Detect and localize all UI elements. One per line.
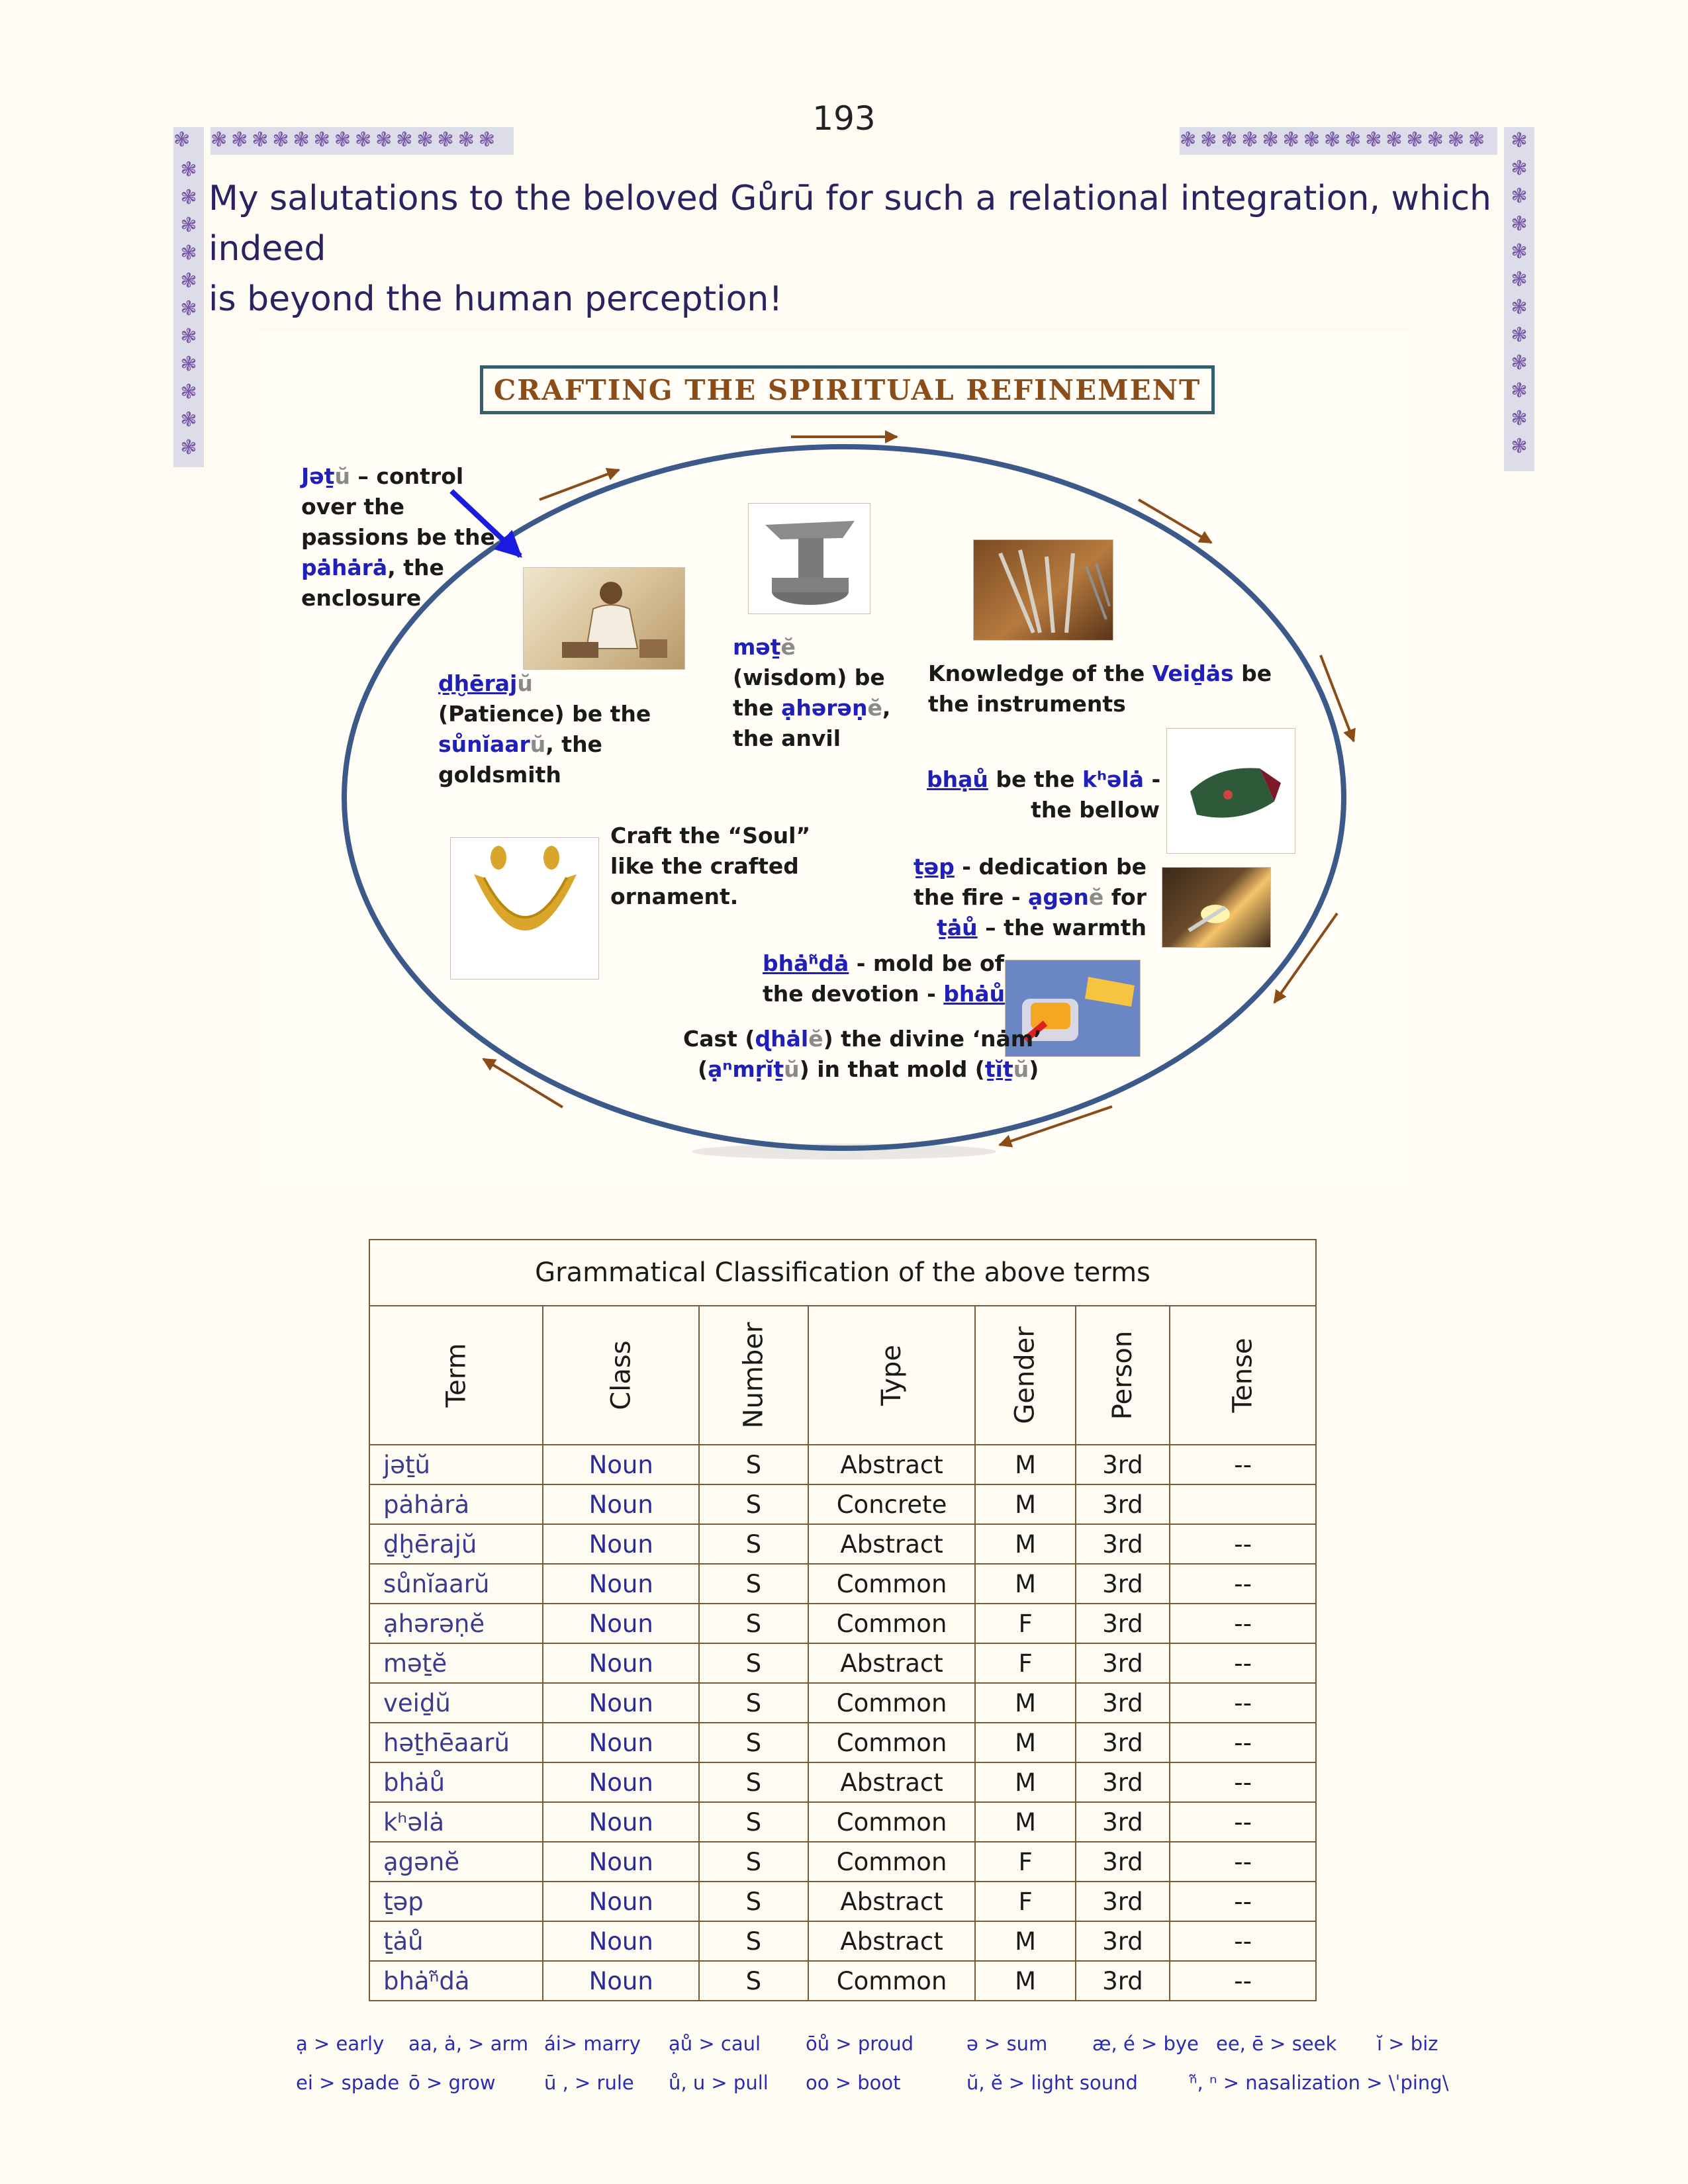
label-cast-line2-mid: ) in that mold (: [799, 1056, 985, 1082]
label-dheraju-line2: (Patience) be the: [438, 701, 651, 727]
term-jatu-suffix: ŭ: [334, 463, 350, 489]
tools-icon: [974, 540, 1114, 641]
cell-gender: M: [975, 1445, 1075, 1484]
label-cast-line1-pre: Cast (: [683, 1026, 755, 1052]
term-suniaar: sůnĭaar: [438, 731, 530, 757]
key-item: aa, ȧ, > arm: [408, 2032, 529, 2055]
table-row: [369, 1484, 1316, 1524]
cell-term: ḏḫērajŭ: [369, 1524, 543, 1564]
table-row: [369, 1882, 1316, 1921]
label-jatu: [301, 461, 495, 614]
label-dheraju: [438, 668, 651, 790]
cell-type: Abstract: [808, 1524, 976, 1564]
cell-class: Noun: [543, 1802, 699, 1842]
term-dhale-suffix: ĕ: [808, 1026, 823, 1052]
cell-person: 3rd: [1076, 1524, 1170, 1564]
fire-photo: [1162, 867, 1271, 948]
term-agane-suffix: ĕ: [1088, 884, 1104, 910]
label-cast-line1-post: ) the divine ‘nȧm’: [823, 1026, 1042, 1052]
table-row: [369, 1524, 1316, 1564]
cell-gender: M: [975, 1961, 1075, 2001]
cell-number: S: [699, 1723, 808, 1762]
grammar-table: [369, 1239, 1317, 2001]
table-row: [369, 1683, 1316, 1723]
cell-tense: --: [1170, 1524, 1316, 1564]
cell-term: veiḏŭ: [369, 1683, 543, 1723]
label-cast-line2-pre: (: [698, 1056, 708, 1082]
header-person: [1076, 1306, 1170, 1445]
cell-person: 3rd: [1076, 1842, 1170, 1882]
cell-person: 3rd: [1076, 1882, 1170, 1921]
cell-tense: --: [1170, 1921, 1316, 1961]
label-tap-line2-pre: the fire -: [914, 884, 1029, 910]
cell-tense: [1170, 1484, 1316, 1524]
cell-type: Common: [808, 1842, 976, 1882]
label-bhanda: [763, 948, 1005, 1009]
header-tense-label: Tense: [1227, 1338, 1258, 1413]
key-item: ạů > caul: [669, 2032, 761, 2055]
term-dheraju: ḏḫēraj: [438, 670, 518, 696]
label-soul: [610, 821, 810, 912]
label-knowledge-post: be: [1233, 660, 1272, 686]
cell-tense: --: [1170, 1802, 1316, 1842]
label-soul-line1: Craft the “Soul”: [610, 823, 811, 848]
cell-class: Noun: [543, 1643, 699, 1683]
border-top-left: ❃❃❃❃❃❃❃❃❃❃❃❃❃❃: [211, 127, 514, 155]
label-pahara-suffix: , the: [387, 555, 444, 580]
cell-gender: F: [975, 1842, 1075, 1882]
term-agane: ạgən: [1028, 884, 1089, 910]
header-person-label: Person: [1107, 1330, 1138, 1420]
cell-type: Abstract: [808, 1445, 976, 1484]
tools-photo: [973, 539, 1113, 641]
anvil-photo: [748, 503, 870, 614]
cell-type: Common: [808, 1564, 976, 1604]
cell-class: Noun: [543, 1762, 699, 1802]
term-veidas: Veiḏȧs: [1152, 660, 1234, 686]
cell-gender: M: [975, 1762, 1075, 1802]
table-row: [369, 1842, 1316, 1882]
term-dheraju-suffix: ŭ: [517, 670, 533, 696]
table-row: [369, 1643, 1316, 1683]
term-tap: ṯəp: [914, 854, 955, 880]
label-cast: [683, 1024, 1042, 1085]
key-item: ee, ē > seek: [1216, 2032, 1337, 2055]
cell-tense: --: [1170, 1604, 1316, 1643]
table-caption: Grammatical Classification of the above terms: [369, 1240, 1316, 1306]
cell-person: 3rd: [1076, 1604, 1170, 1643]
key-item: ei > spade: [296, 2071, 400, 2094]
cell-term: ạgənĕ: [369, 1842, 543, 1882]
label-tap: [914, 852, 1147, 943]
term-bhau-devotion: bhȧů: [943, 981, 1006, 1007]
header-class: [543, 1306, 699, 1445]
cell-person: 3rd: [1076, 1802, 1170, 1842]
header-term: [369, 1306, 543, 1445]
cell-type: Concrete: [808, 1484, 976, 1524]
jewellery-photo: [450, 837, 599, 979]
key-item: ə > sum: [966, 2032, 1048, 2055]
cell-number: S: [699, 1524, 808, 1564]
label-bhau-tail: -: [1143, 766, 1161, 792]
cell-term: pȧhȧrȧ: [369, 1484, 543, 1524]
label-soul-line2: like the crafted: [610, 853, 799, 879]
cell-tense: --: [1170, 1564, 1316, 1604]
goldsmith-illustration: [523, 567, 685, 670]
cell-person: 3rd: [1076, 1683, 1170, 1723]
label-jatu-line5: enclosure: [301, 585, 422, 611]
cell-gender: F: [975, 1604, 1075, 1643]
cell-term: ṯȧů: [369, 1921, 543, 1961]
cell-term: sůnĭaarŭ: [369, 1564, 543, 1604]
cell-number: S: [699, 1961, 808, 2001]
border-right-column: ❃ ❃ ❃ ❃ ❃ ❃ ❃ ❃ ❃ ❃ ❃ ❃: [1504, 127, 1534, 471]
cell-tense: --: [1170, 1762, 1316, 1802]
header-term-label: Term: [441, 1343, 472, 1408]
cell-type: Abstract: [808, 1643, 976, 1683]
cell-gender: M: [975, 1564, 1075, 1604]
cell-class: Noun: [543, 1882, 699, 1921]
label-mate-line3-post: ,: [882, 695, 891, 721]
table-row: [369, 1445, 1316, 1484]
term-amritu-suffix: ŭ: [784, 1056, 800, 1082]
term-dhale: ɖhȧl: [755, 1026, 809, 1052]
flame-icon: [1162, 868, 1272, 948]
bellow-icon: [1167, 729, 1296, 854]
cell-number: S: [699, 1882, 808, 1921]
cell-number: S: [699, 1445, 808, 1484]
cell-class: Noun: [543, 1921, 699, 1961]
cell-type: Common: [808, 1723, 976, 1762]
cell-class: Noun: [543, 1524, 699, 1564]
table-row: [369, 1564, 1316, 1604]
cell-person: 3rd: [1076, 1723, 1170, 1762]
header-tense: [1170, 1306, 1316, 1445]
key-item: ū , > rule: [544, 2071, 634, 2094]
cell-class: Noun: [543, 1564, 699, 1604]
cell-tense: --: [1170, 1842, 1316, 1882]
cell-class: Noun: [543, 1842, 699, 1882]
header-class-label: Class: [606, 1340, 637, 1410]
term-pahara: pȧhȧrȧ: [301, 555, 388, 580]
label-mate: [733, 632, 890, 754]
cell-tense: --: [1170, 1723, 1316, 1762]
header-gender: [975, 1306, 1075, 1445]
cell-term: həṯhēaarŭ: [369, 1723, 543, 1762]
key-item: ạ > early: [296, 2032, 385, 2055]
term-aharane-suffix: ĕ: [867, 695, 882, 721]
cell-type: Common: [808, 1604, 976, 1643]
cell-type: Common: [808, 1802, 976, 1842]
cell-term: ạhərəṇĕ: [369, 1604, 543, 1643]
anvil-icon: [749, 504, 871, 615]
label-bhau-line2: the bellow: [1031, 797, 1160, 823]
table-row: [369, 1921, 1316, 1961]
border-left-column: ❃ ❃ ❃ ❃ ❃ ❃ ❃ ❃ ❃ ❃ ❃: [173, 156, 204, 467]
label-tap-line2-post: for: [1103, 884, 1147, 910]
cell-type: Abstract: [808, 1762, 976, 1802]
cell-term: məṯĕ: [369, 1643, 543, 1683]
label-soul-line3: ornament.: [610, 884, 739, 909]
border-corner-left: ❃: [173, 127, 204, 156]
salutation-line-1: My salutations to the beloved Gůrū for such a relational integration, which indeed: [209, 179, 1492, 269]
term-tau: ṯȧů: [937, 915, 978, 940]
header-gender-label: Gender: [1010, 1326, 1041, 1424]
term-khala: kʰəlȧ: [1082, 766, 1144, 792]
cell-tense: --: [1170, 1882, 1316, 1921]
term-amritu: ạⁿmṛĭṯ: [708, 1056, 784, 1082]
term-jatu: Jəṯ: [301, 463, 335, 489]
cell-class: Noun: [543, 1604, 699, 1643]
cell-class: Noun: [543, 1961, 699, 2001]
cell-class: Noun: [543, 1683, 699, 1723]
label-bhanda-line1: - mold be of: [849, 950, 1004, 976]
cell-number: S: [699, 1762, 808, 1802]
cell-term: kʰəlȧ: [369, 1802, 543, 1842]
key-item: oo > boot: [806, 2071, 901, 2094]
cell-gender: M: [975, 1484, 1075, 1524]
label-cast-line2-post: ): [1029, 1056, 1039, 1082]
label-mate-line4: the anvil: [733, 725, 841, 751]
cell-type: Abstract: [808, 1921, 976, 1961]
cell-term: jəṯŭ: [369, 1445, 543, 1484]
cell-class: Noun: [543, 1484, 699, 1524]
term-titu-suffix: ŭ: [1013, 1056, 1029, 1082]
key-item: ōů > proud: [806, 2032, 914, 2055]
header-number-label: Number: [738, 1322, 769, 1429]
label-bhau-mid: be the: [988, 766, 1083, 792]
cell-gender: M: [975, 1802, 1075, 1842]
term-bhau: bhạů: [927, 766, 988, 792]
cell-person: 3rd: [1076, 1643, 1170, 1683]
cell-gender: M: [975, 1921, 1075, 1961]
table-row: [369, 1802, 1316, 1842]
table-row: [369, 1723, 1316, 1762]
label-jatu-line3: passions be the: [301, 524, 495, 550]
cell-number: S: [699, 1484, 808, 1524]
cell-term: bhȧⁿ̃dȧ: [369, 1961, 543, 2001]
cell-number: S: [699, 1921, 808, 1961]
label-bhau: [927, 764, 1160, 825]
salutation-line-2: is beyond the human perception!: [209, 279, 783, 319]
cell-tense: --: [1170, 1683, 1316, 1723]
key-item: ĭ > biz: [1377, 2032, 1438, 2055]
label-mate-line3-pre: the: [733, 695, 782, 721]
label-knowledge-pre: Knowledge of the: [928, 660, 1152, 686]
header-number: [699, 1306, 808, 1445]
header-type: [808, 1306, 976, 1445]
cell-person: 3rd: [1076, 1564, 1170, 1604]
cell-gender: M: [975, 1524, 1075, 1564]
cell-number: S: [699, 1842, 808, 1882]
key-item: ái> marry: [544, 2032, 641, 2055]
key-item: ů, u > pull: [669, 2071, 769, 2094]
necklace-icon: [451, 838, 600, 980]
table-row: [369, 1604, 1316, 1643]
key-item: æ, é > bye: [1092, 2032, 1199, 2055]
table-row: [369, 1762, 1316, 1802]
cell-tense: --: [1170, 1445, 1316, 1484]
label-bhanda-line2-pre: the devotion -: [763, 981, 944, 1007]
term-bhanda: bhȧⁿ̃dȧ: [763, 950, 849, 976]
cell-person: 3rd: [1076, 1961, 1170, 2001]
cell-class: Noun: [543, 1445, 699, 1484]
cell-number: S: [699, 1802, 808, 1842]
bellow-photo: [1166, 728, 1295, 854]
term-mate: məṯ: [733, 634, 781, 660]
cell-type: Common: [808, 1683, 976, 1723]
cell-number: S: [699, 1683, 808, 1723]
cell-gender: M: [975, 1683, 1075, 1723]
cell-number: S: [699, 1643, 808, 1683]
cell-gender: F: [975, 1882, 1075, 1921]
grammar-table-body: [369, 1445, 1316, 2001]
cycle-arrow: [539, 470, 619, 500]
key-item: ō > grow: [408, 2071, 496, 2094]
label-jatu-line1: – control: [350, 463, 464, 489]
border-top-right: ❃❃❃❃❃❃❃❃❃❃❃❃❃❃❃: [1180, 127, 1497, 155]
cell-number: S: [699, 1604, 808, 1643]
label-tap-line1: - dedication be: [954, 854, 1147, 880]
cell-person: 3rd: [1076, 1445, 1170, 1484]
cell-number: S: [699, 1564, 808, 1604]
term-aharane: ạhərəṇ: [781, 695, 868, 721]
cell-term: bhȧů: [369, 1762, 543, 1802]
cell-term: ṯəp: [369, 1882, 543, 1921]
term-mate-suffix: ĕ: [780, 634, 796, 660]
cell-class: Noun: [543, 1723, 699, 1762]
label-knowledge-line2: the instruments: [928, 691, 1126, 717]
key-item: ⁿ̃, ⁿ > nasalization > \ˈping\: [1190, 2071, 1449, 2094]
cell-type: Abstract: [808, 1882, 976, 1921]
cell-type: Common: [808, 1961, 976, 2001]
key-item: ŭ, ĕ > light sound: [966, 2071, 1138, 2094]
label-suniaar-tail: , the: [545, 731, 602, 757]
cell-person: 3rd: [1076, 1921, 1170, 1961]
page-number: 193: [812, 99, 876, 138]
label-tap-line3-post: – the warmth: [977, 915, 1147, 940]
diagram-title: CRAFTING THE SPIRITUAL REFINEMENT: [480, 365, 1215, 414]
cell-tense: --: [1170, 1643, 1316, 1683]
label-mate-line2: (wisdom) be: [733, 664, 885, 690]
term-suniaar-suffix: ŭ: [530, 731, 546, 757]
label-jatu-line2: over the: [301, 494, 404, 520]
label-dheraju-line4: goldsmith: [438, 762, 561, 788]
term-titu: ṯĭṯ: [984, 1056, 1013, 1082]
table-row: [369, 1961, 1316, 2001]
label-knowledge: [928, 659, 1272, 719]
cell-gender: F: [975, 1643, 1075, 1683]
cell-person: 3rd: [1076, 1484, 1170, 1524]
cell-tense: --: [1170, 1961, 1316, 2001]
cell-person: 3rd: [1076, 1762, 1170, 1802]
goldsmith-figure-icon: [524, 568, 686, 670]
cell-gender: M: [975, 1723, 1075, 1762]
header-type-label: Type: [876, 1345, 908, 1406]
